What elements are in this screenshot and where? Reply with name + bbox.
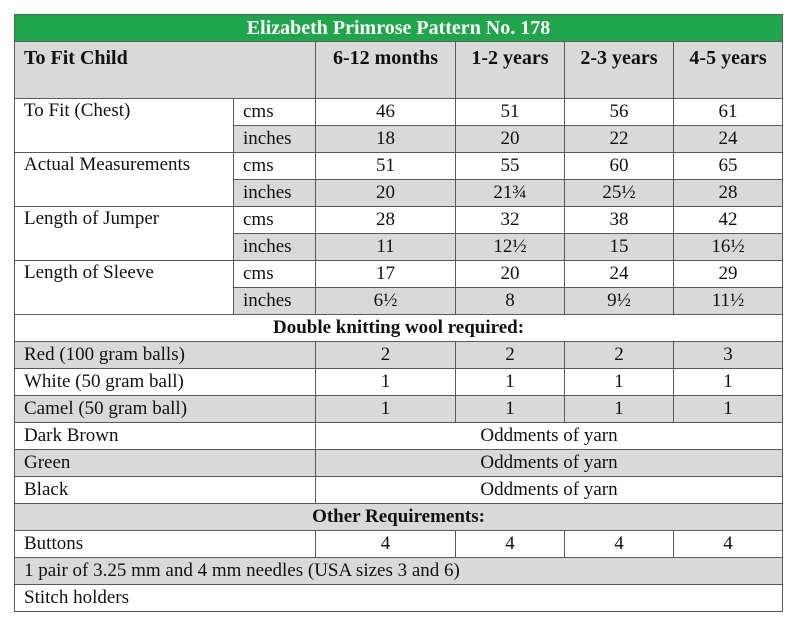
pattern-table-wrapper — [14, 14, 783, 612]
unit-label: inches — [234, 180, 316, 207]
unit-label: inches — [234, 234, 316, 261]
table-cell: 25½ — [565, 180, 674, 207]
table-cell: 2 — [456, 342, 565, 369]
table-cell: 61 — [674, 99, 783, 126]
buttons-label: Buttons — [15, 531, 316, 558]
table-cell: 20 — [316, 180, 456, 207]
table-cell: 6½ — [316, 288, 456, 315]
wool-name: Camel (50 gram ball) — [15, 396, 316, 423]
table-cell: 2 — [565, 342, 674, 369]
measurement-name: Actual Measurements — [15, 153, 234, 207]
table-cell: 42 — [674, 207, 783, 234]
table-cell: Oddments of yarn — [316, 423, 783, 450]
table-cell: 4 — [674, 531, 783, 558]
table-cell: Oddments of yarn — [316, 477, 783, 504]
table-cell: 1 — [565, 369, 674, 396]
measurement-name: To Fit (Chest) — [15, 99, 234, 153]
table-cell: 24 — [565, 261, 674, 288]
table-cell: 16½ — [674, 234, 783, 261]
table-row — [15, 369, 783, 396]
size-header: 1-2 years — [456, 42, 565, 99]
table-cell: 18 — [316, 126, 456, 153]
pattern-title: Elizabeth Primrose Pattern No. 178 — [15, 15, 783, 42]
table-row — [15, 207, 783, 234]
table-cell: 2 — [316, 342, 456, 369]
table-cell: 12½ — [456, 234, 565, 261]
size-header: 6-12 months — [316, 42, 456, 99]
yarn-name: Dark Brown — [15, 423, 316, 450]
yarn-name: Green — [15, 450, 316, 477]
table-cell: 32 — [456, 207, 565, 234]
table-cell: 38 — [565, 207, 674, 234]
table-cell: 1 — [674, 369, 783, 396]
table-cell: 4 — [456, 531, 565, 558]
table-cell: 60 — [565, 153, 674, 180]
measurement-name: Length of Jumper — [15, 207, 234, 261]
table-cell: 1 — [565, 396, 674, 423]
table-cell: 46 — [316, 99, 456, 126]
table-row — [15, 558, 783, 585]
section-row — [15, 504, 783, 531]
section-row — [15, 315, 783, 342]
table-row — [15, 99, 783, 126]
header-label: To Fit Child — [15, 42, 316, 99]
table-cell: 4 — [565, 531, 674, 558]
table-cell: 1 — [456, 396, 565, 423]
unit-label: inches — [234, 126, 316, 153]
size-header: 4-5 years — [674, 42, 783, 99]
table-cell: 11 — [316, 234, 456, 261]
unit-label: cms — [234, 99, 316, 126]
pattern-table — [14, 14, 783, 612]
table-cell: 28 — [674, 180, 783, 207]
table-cell: 28 — [316, 207, 456, 234]
table-cell: 15 — [565, 234, 674, 261]
table-cell: 1 — [674, 396, 783, 423]
size-header: 2-3 years — [565, 42, 674, 99]
unit-label: inches — [234, 288, 316, 315]
table-cell: 20 — [456, 126, 565, 153]
table-row — [15, 477, 783, 504]
table-cell: 4 — [316, 531, 456, 558]
header-row — [15, 42, 783, 99]
table-row — [15, 261, 783, 288]
title-row — [15, 15, 783, 42]
table-cell: 65 — [674, 153, 783, 180]
yarn-name: Black — [15, 477, 316, 504]
unit-label: cms — [234, 153, 316, 180]
stitch-holders-text: Stitch holders — [15, 585, 783, 612]
table-cell: 8 — [456, 288, 565, 315]
table-row — [15, 153, 783, 180]
table-cell: 1 — [316, 396, 456, 423]
table-cell: 29 — [674, 261, 783, 288]
table-cell: 55 — [456, 153, 565, 180]
table-cell: 51 — [456, 99, 565, 126]
unit-label: cms — [234, 261, 316, 288]
table-row — [15, 585, 783, 612]
other-section-heading: Other Requirements: — [15, 504, 783, 531]
wool-name: Red (100 gram balls) — [15, 342, 316, 369]
table-row — [15, 396, 783, 423]
wool-section-heading: Double knitting wool required: — [15, 315, 783, 342]
table-row — [15, 531, 783, 558]
table-cell: 17 — [316, 261, 456, 288]
table-row — [15, 450, 783, 477]
table-cell: 9½ — [565, 288, 674, 315]
table-cell: 20 — [456, 261, 565, 288]
table-row — [15, 423, 783, 450]
measurement-name: Length of Sleeve — [15, 261, 234, 315]
table-cell: 21¾ — [456, 180, 565, 207]
table-cell: 11½ — [674, 288, 783, 315]
table-cell: 24 — [674, 126, 783, 153]
table-cell: 51 — [316, 153, 456, 180]
table-cell: 1 — [456, 369, 565, 396]
table-cell: 1 — [316, 369, 456, 396]
wool-name: White (50 gram ball) — [15, 369, 316, 396]
table-cell: 56 — [565, 99, 674, 126]
table-cell: 3 — [674, 342, 783, 369]
unit-label: cms — [234, 207, 316, 234]
table-row — [15, 342, 783, 369]
needles-text: 1 pair of 3.25 mm and 4 mm needles (USA sizes 3 and 6) — [15, 558, 783, 585]
table-cell: 22 — [565, 126, 674, 153]
table-cell: Oddments of yarn — [316, 450, 783, 477]
